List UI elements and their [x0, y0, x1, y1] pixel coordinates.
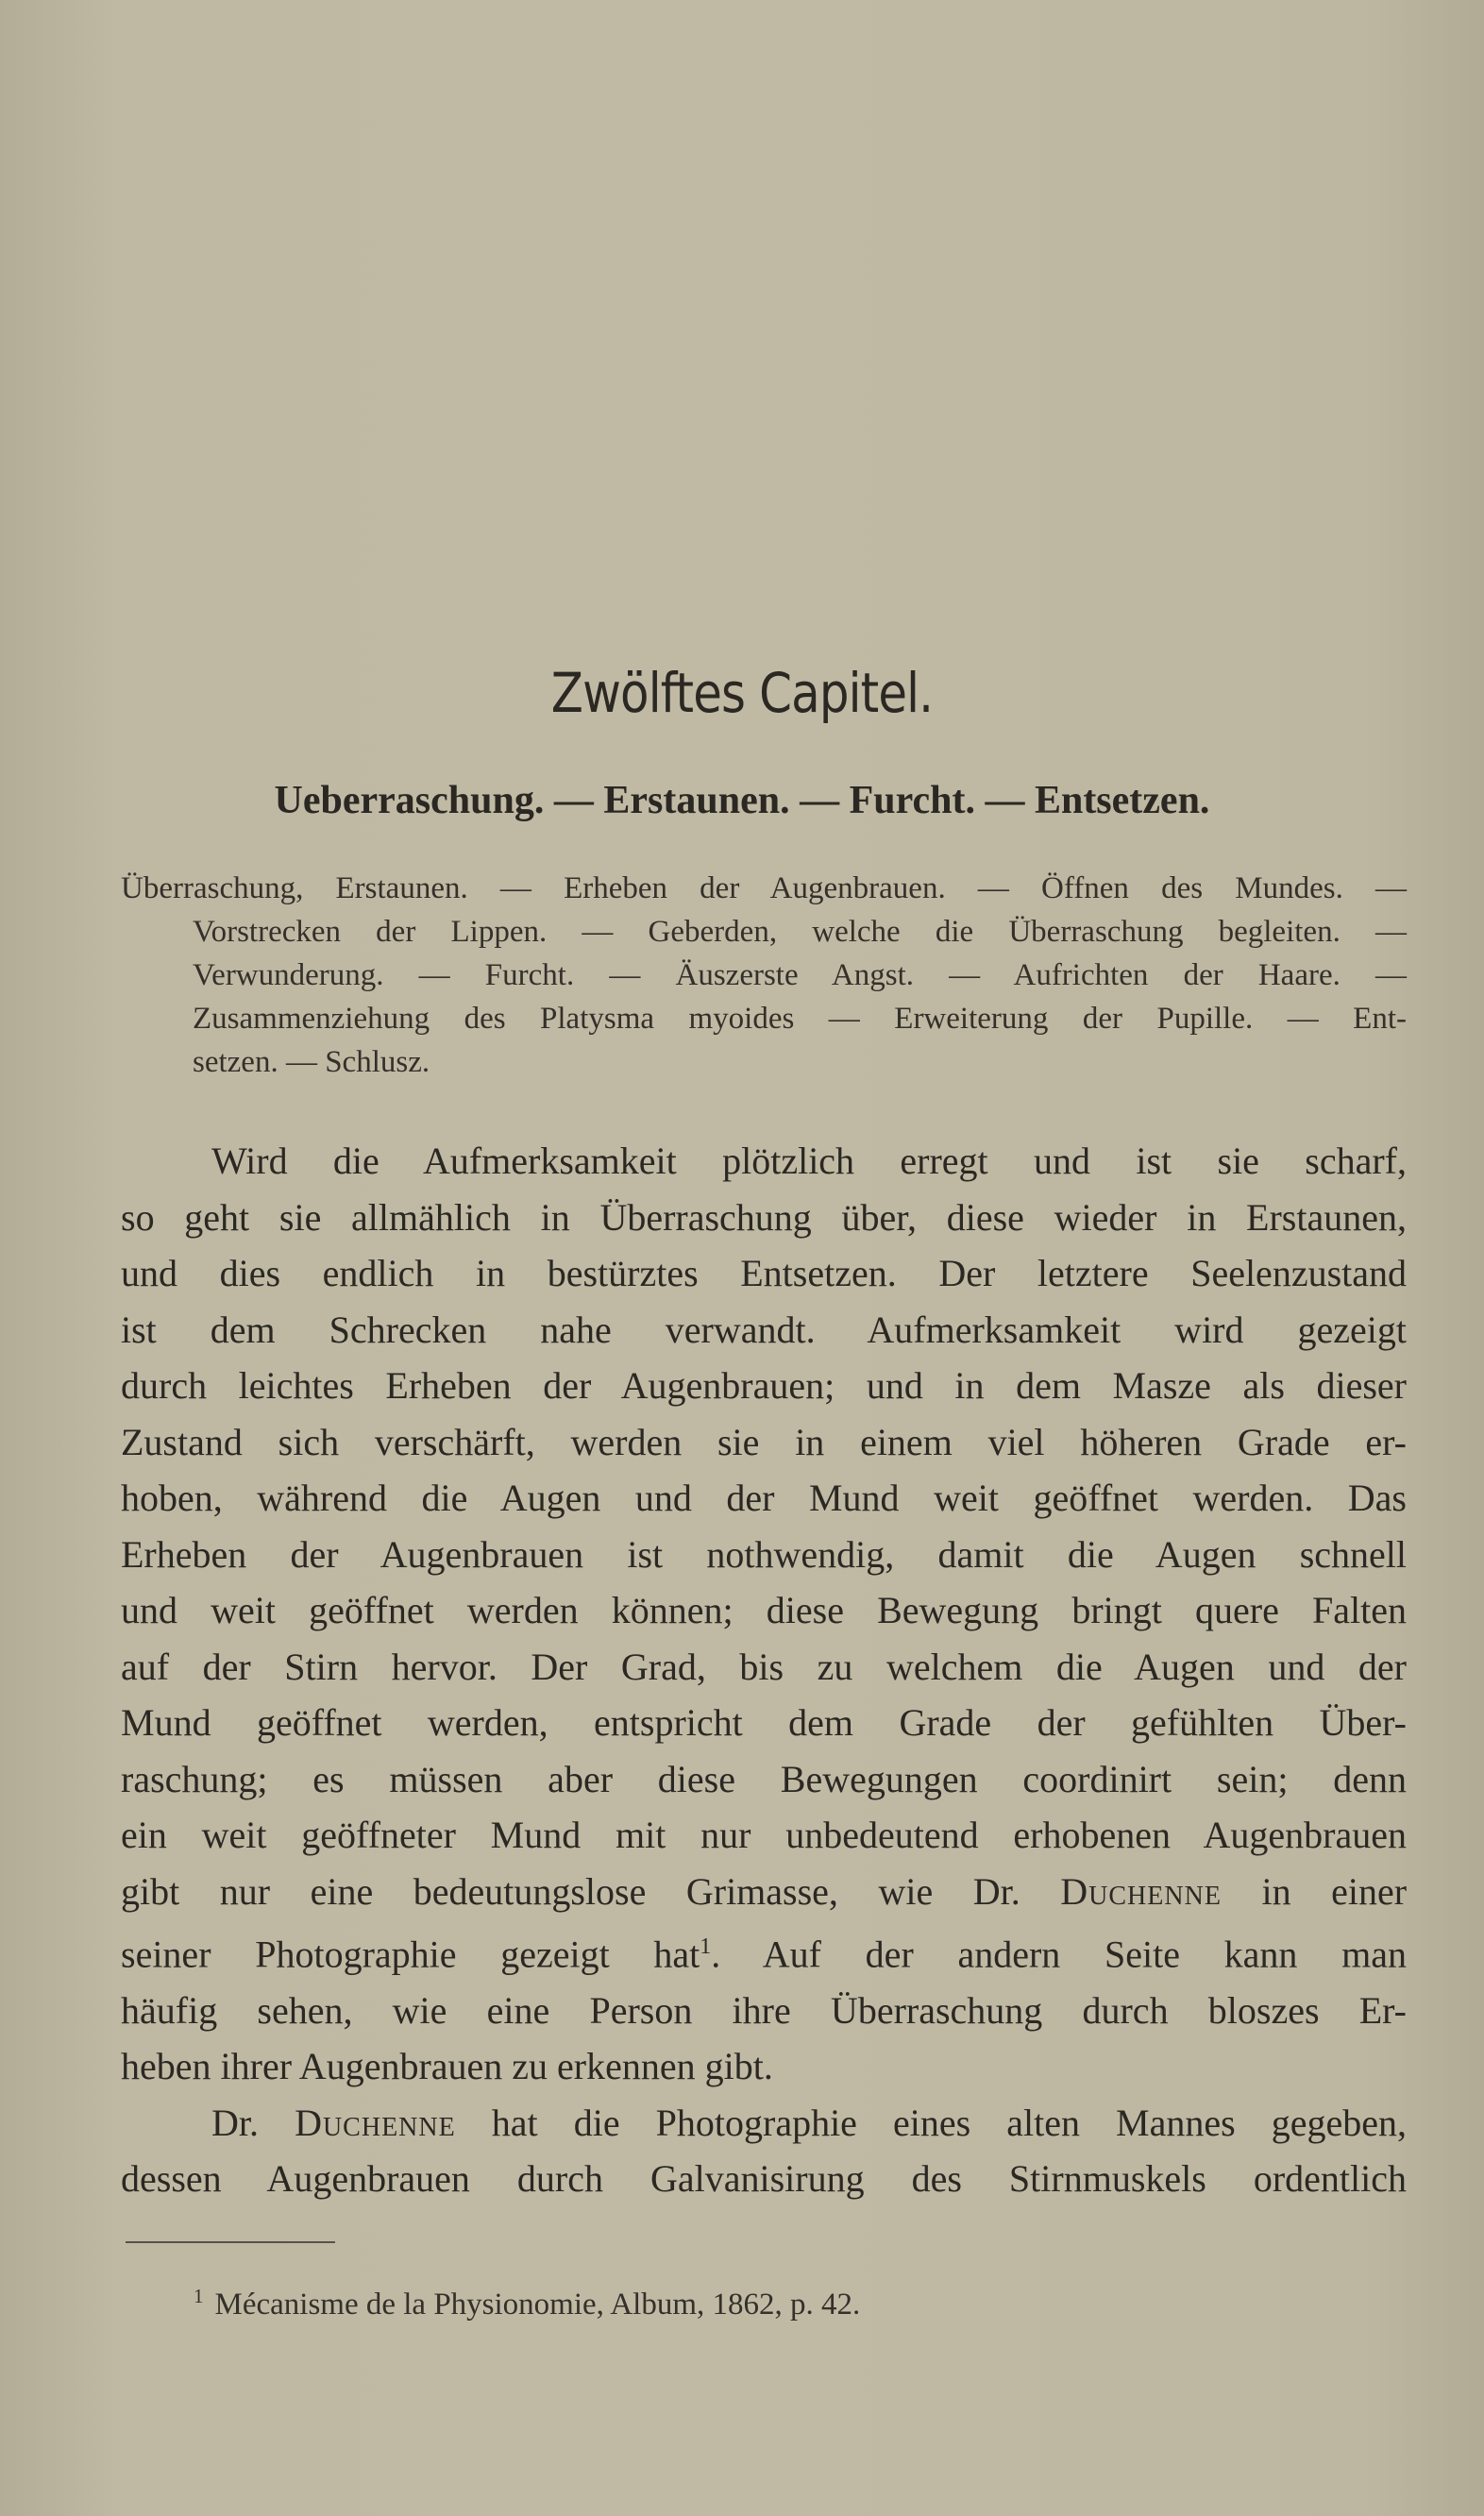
footnote-rule: [126, 2241, 335, 2243]
summary-line: Vorstrecken der Lippen. — Geberden, welche die Überraschung begleiten. —: [193, 915, 1407, 949]
paragraph-line: durch leichtes Erheben der Augenbrauen; und in dem Masze als dieser: [121, 1364, 1407, 1407]
paragraph-line: Erheben der Augenbrauen ist nothwendig, damit die Augen schnell: [121, 1532, 1407, 1576]
paragraph-line: Wird die Aufmerksamkeit plötzlich erregt und ist sie scharf,: [211, 1140, 1407, 1182]
paragraph-line: raschung; es müssen aber diese Bewegungen coordinirt sein; denn: [121, 1757, 1407, 1800]
paragraph-line: hoben, während die Augen und der Mund weit geöffnet werden. Das: [121, 1477, 1407, 1519]
chapter-subtitle: Ueberraschung. — Erstaunen. — Furcht. — Entsetzen.: [274, 779, 1210, 822]
author-name: Duchenne: [1060, 1869, 1222, 1913]
footnote: [194, 2275, 860, 2325]
line-text: hat die Photographie eines alten Mannes gegeben,: [491, 2101, 1408, 2144]
summary-line: Zusammenziehung des Platysma myoides — Erweiterung der Pupille. — Ent-: [193, 1002, 1407, 1036]
summary-line: setzen. — Schlusz.: [193, 1045, 430, 1079]
paragraph-line: heben ihrer Augenbrauen zu erkennen gibt.: [121, 2045, 773, 2088]
summary-line: Verwunderung. — Furcht. — Äuszerste Angst. — Aufrichten der Haare. —: [193, 958, 1407, 992]
paragraph-line: häufig sehen, wie eine Person ihre Überraschung durch bloszes Er-: [121, 1988, 1407, 2032]
author-name: Duchenne: [295, 2101, 456, 2144]
paragraph-line: und weit geöffnet werden können; diese Bewegung bringt quere Falten: [121, 1589, 1407, 1631]
paragraph-line: ein weit geöffneter Mund mit nur unbedeutend erhobenen Augenbrauen: [121, 1814, 1407, 1856]
paragraph-line: dessen Augenbrauen durch Galvanisirung des Stirnmuskels ordentlich: [121, 2157, 1407, 2201]
footnote-marker: 1: [194, 2285, 204, 2307]
line-text: seiner Photographie gezeigt hat: [121, 1933, 700, 1976]
line-text: . Auf der andern Seite kann man: [711, 1933, 1407, 1976]
line-text: in einer: [1261, 1869, 1408, 1913]
chapter-summary: [121, 867, 1407, 1084]
paragraph-line: ist dem Schrecken nahe verwandt. Aufmerksamkeit wird gezeigt: [121, 1308, 1407, 1351]
line-text: gibt nur eine bedeutungslose Grimasse, wie Dr.: [121, 1869, 1020, 1913]
paragraph-line: [121, 2095, 1407, 2152]
paragraph-line: so geht sie allmählich in Überraschung über, diese wieder in Erstaunen,: [121, 1195, 1407, 1239]
paragraph-line: [121, 1864, 1407, 1920]
paragraph-line: [121, 1919, 1407, 1983]
body-text: [121, 1133, 1407, 2207]
footnote-text: Mécanisme de la Physionomie, Album, 1862, p. 42.: [214, 2288, 861, 2322]
footnote-reference[interactable]: 1: [700, 1934, 712, 1959]
summary-line: Überraschung, Erstaunen. — Erheben der Augenbrauen. — Öffnen des Mundes. —: [121, 871, 1407, 905]
chapter-title: Zwölftes Capitel.: [550, 661, 934, 725]
paragraph-line: auf der Stirn hervor. Der Grad, bis zu welchem die Augen und der: [121, 1645, 1407, 1688]
paragraph-line: und dies endlich in bestürztes Entsetzen. Der letztere Seelenzustand: [121, 1252, 1407, 1294]
paragraph-line: Mund geöffnet werden, entspricht dem Grade der gefühlten Über-: [121, 1701, 1407, 1744]
paragraph-line: Zustand sich verschärft, werden sie in einem viel höheren Grade er-: [121, 1420, 1407, 1463]
line-text: Dr.: [211, 2101, 259, 2144]
